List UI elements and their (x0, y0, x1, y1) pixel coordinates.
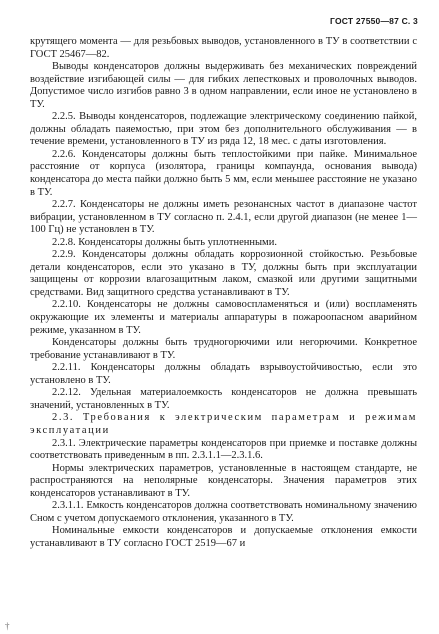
section-heading: 2.3. Требования к электрическим параметрам и режимам эксплуатации (30, 412, 417, 436)
paragraph: 2.3.1.1. Емкость конденсаторов должна соответствовать номинальному значению Сном с учетом допускаемого отклонения, указанного в ТУ. (30, 500, 417, 524)
paragraph: 2.2.8. Конденсаторы должны быть уплотненными. (52, 236, 277, 248)
paragraph: 2.3.1. Электрические параметры конденсаторов при приемке и поставке должны соответствовать приведенным в пп. 2.3.1.1—2.3.1.6. (30, 437, 417, 462)
paragraph: Конденсаторы должны быть трудногорючими или негорючими. Конкретное требование устанавливают в ТУ. (30, 337, 417, 361)
paragraph: 2.2.5. Выводы конденсаторов, подлежащие электрическому соединению пайкой, должны обладать паяемостью, при этом без дополнительного обслуживания — в течение времени, установленного в ТУ из ряда 12, 18 мес. с даты изготовления. (30, 111, 417, 148)
paragraph: 2.2.9. Конденсаторы должны обладать коррозионной стойкостью. Резьбовые детали конденсаторов, если это указано в ТУ, должны быть при эксплуатации защищены от коррозии влагозащитным лаком, смазкой или другими защитными средствами. Вид защитного средства устанавливают в ТУ. (30, 249, 417, 298)
document-body (30, 36, 417, 550)
paragraph: 2.2.12. Удельная материалоемкость конденсаторов не должна превышать значений, установленных в ТУ. (30, 387, 417, 411)
paragraph: Выводы конденсаторов должны выдерживать без механических повреждений воздействие изгибающей силы — для гибких лепестковых и проволочных выводов. Допустимое число изгибов равно 3 в одном направлении, если иное не установлено в ТУ. (30, 61, 417, 110)
paragraph: Номинальные емкости конденсаторов и допускаемые отклонения емкости устанавливают в ТУ согласно ГОСТ 2519—67 и (30, 525, 417, 549)
page-header: ГОСТ 27550—87 С. 3 (330, 16, 418, 26)
paragraph: 2.2.10. Конденсаторы не должны самовоспламеняться и (или) воспламенять окружающие их элементы и материалы аппаратуры в пожароопасном аварийном режиме, указанном в ТУ. (30, 299, 417, 336)
paragraph: 2.2.6. Конденсаторы должны быть теплостойкими при пайке. Минимальное расстояние от корпуса (изолятора, границы компаунда, основания вывода) конденсатора до места пайки должно быть 5 мм, если меньшее расстояние не указано в ТУ. (30, 148, 417, 198)
corner-mark: † (5, 621, 10, 631)
paragraph: 2.2.11. Конденсаторы должны обладать взрывоустойчивостью, если это установлено в ТУ. (30, 362, 417, 386)
paragraph: Нормы электрических параметров, установленные в настоящем стандарте, не распространяются на неполярные конденсаторы. Значения параметров этих конденсаторов устанавливают в ТУ. (30, 462, 417, 499)
paragraph: 2.2.7. Конденсаторы не должны иметь резонансных частот в диапазоне частот вибрации, установленном в ТУ согласно п. 2.4.1, если другой диапазон (не менее 1—100 Гц) не установлен в ТУ. (30, 199, 417, 236)
paragraph: крутящего момента — для резьбовых выводов, установленного в ТУ в соответствии с ГОСТ 25467—82. (30, 36, 417, 60)
